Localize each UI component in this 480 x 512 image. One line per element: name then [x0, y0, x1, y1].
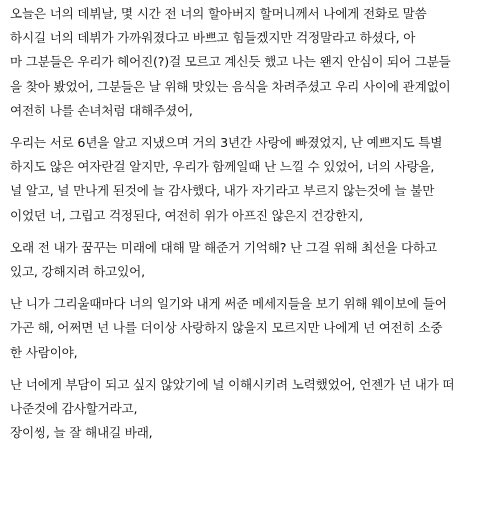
letter-line: 오래 전 내가 꿈꾸는 미래에 대해 말 해준거 기억해? 난 그걸 위해 최선을 다하고 — [10, 239, 437, 255]
paragraph-2 — [10, 131, 474, 228]
paragraph-4 — [10, 292, 474, 365]
letter-line: 나준것에 감사할거라고, — [10, 401, 138, 417]
paragraph-1 — [10, 2, 474, 123]
letter-line: 널 알고, 널 만나게 된것에 늘 감사했다, 내가 자기라고 부르지 않는것에 늘 불만 — [10, 183, 435, 199]
letter-line: 있고, 강해지려 하고있어, — [10, 264, 145, 280]
letter-line: 우리는 서로 6년을 알고 지냈으며 거의 3년간 사랑에 빠졌었지, 난 예쁘지도 특별 — [10, 135, 443, 151]
letter-line: 여전히 나를 손녀처럼 대해주셨어, — [10, 102, 193, 118]
letter-line: 하지도 않은 여자란걸 알지만, 우리가 함께일때 난 느낄 수 있었어, 너의 사랑을, — [10, 159, 435, 175]
letter-line: 을 찾아 봤었어, 그분들은 날 위해 맛있는 음식을 차려주셨고 우리 사이에 관계없이 — [10, 78, 451, 94]
letter-line: 오늘은 너의 데뷔날, 몇 시간 전 너의 할아버지 할머니께서 나에게 전화로 말씀 — [10, 6, 427, 21]
letter-line: 가곤 해, 어쩌면 넌 나를 더이상 사랑하지 않을지 모르지만 나에게 넌 여전히 소중 — [10, 320, 443, 336]
letter-signoff: 장이씽, 늘 잘 해내길 바래, — [10, 425, 153, 441]
letter-line: 난 니가 그리울때마다 너의 일기와 내게 써준 메세지들을 보기 위해 웨이보에 들어 — [10, 296, 447, 312]
paragraph-5 — [10, 373, 474, 446]
handwritten-letter — [10, 2, 474, 453]
letter-line: 한 사람이야, — [10, 344, 78, 360]
letter-line: 이었던 너, 그립고 걱정된다, 여전히 위가 아프진 않은지 건강한지, — [10, 207, 363, 223]
letter-line: 하시길 너의 데뷔가 가까워졌다고 바쁘고 힘들겠지만 걱정말라고 하셨다, 아 — [10, 30, 416, 46]
letter-line: 마 그분들은 우리가 헤어진(?)걸 모르고 계신듯 했고 나는 왠지 안심이 되어 그분들 — [10, 54, 451, 70]
paragraph-3 — [10, 236, 474, 284]
letter-line: 난 너에게 부담이 되고 싶지 않았기에 널 이해시키려 노력했었어, 언젠가 넌 내가 떠 — [10, 376, 455, 392]
